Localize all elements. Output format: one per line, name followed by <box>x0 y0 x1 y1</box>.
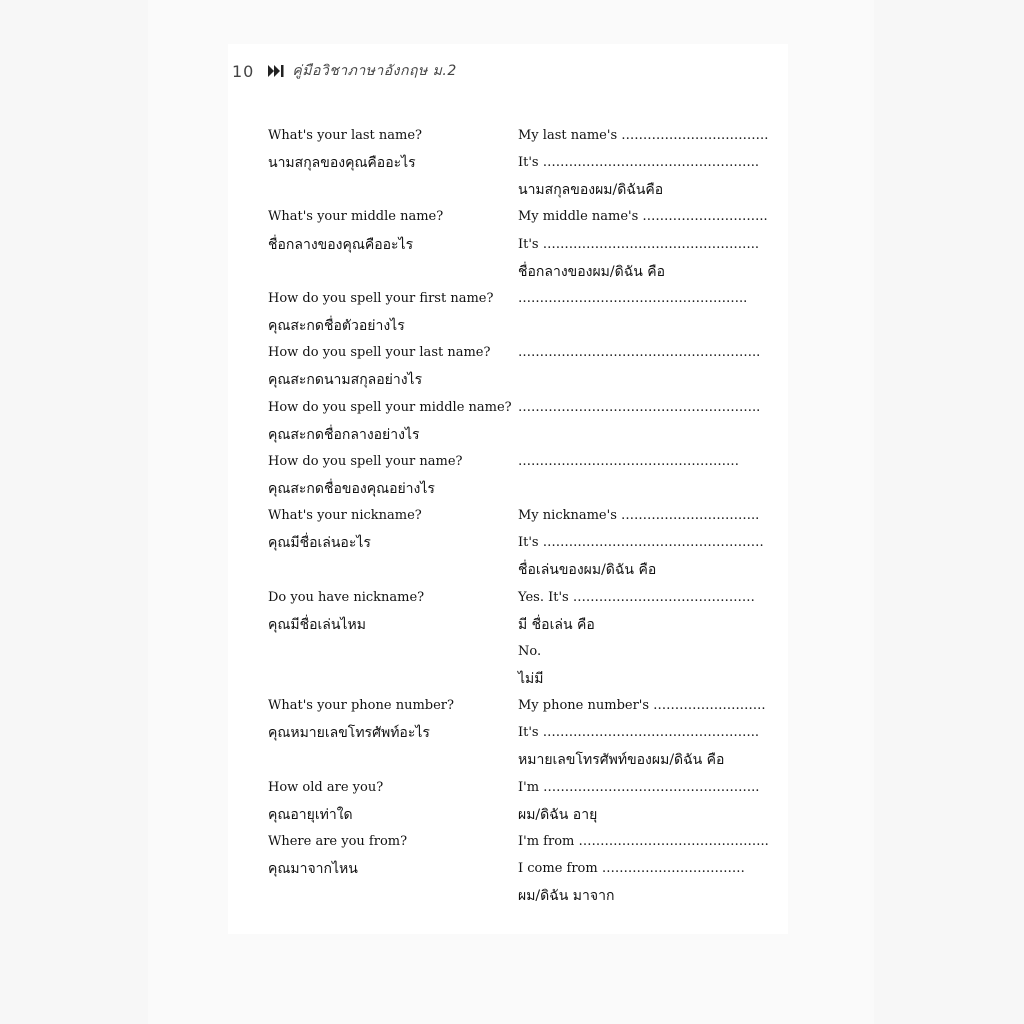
answer-line: It's ………………………………………….. <box>518 725 760 740</box>
question-thai: คุณหมายเลขโทรศัพท์อะไร <box>268 725 430 741</box>
answer-line: ไม่มี <box>518 671 544 687</box>
question-english: What's your middle name? <box>268 209 444 224</box>
question-english: What's your nickname? <box>268 508 422 523</box>
answer-line: My nickname's ………………………….. <box>518 508 760 523</box>
answer-line: I'm from …………………………………….. <box>518 834 769 849</box>
answer-line: …………………………………………….. <box>518 291 748 306</box>
answer-line: I'm ………………………………………….. <box>518 780 760 795</box>
answer-line: มี ชื่อเล่น คือ <box>518 617 595 633</box>
question-english: How do you spell your last name? <box>268 345 491 360</box>
question-english: How do you spell your middle name? <box>268 400 512 415</box>
answer-line: I come from …………………………… <box>518 861 745 876</box>
answer-line: My phone number's …………………….. <box>518 698 766 713</box>
question-thai: คุณมาจากไหน <box>268 861 358 877</box>
answer-line: ผม/ดิฉัน อายุ <box>518 807 598 823</box>
question-thai: ชื่อกลางของคุณคืออะไร <box>268 237 414 253</box>
answer-line: My last name's ……………………………. <box>518 128 769 143</box>
answer-line: It's …………………………………………… <box>518 535 764 550</box>
answer-line: ชื่อกลางของผม/ดิฉัน คือ <box>518 264 666 280</box>
question-thai: คุณอายุเท่าใด <box>268 807 353 823</box>
question-thai: คุณสะกดชื่อกลางอย่างไร <box>268 427 420 443</box>
answer-line: ชื่อเล่นของผม/ดิฉัน คือ <box>518 562 657 578</box>
running-title: คู่มือวิชาภาษาอังกฤษ ม.2 <box>292 63 457 79</box>
answer-line: It's ………………………………………….. <box>518 237 760 252</box>
question-english: Do you have nickname? <box>268 590 425 605</box>
question-thai: คุณสะกดชื่อตัวอย่างไร <box>268 318 405 334</box>
question-english: What's your phone number? <box>268 698 454 713</box>
answer-line: นามสกุลของผม/ดิฉันคือ <box>518 182 664 198</box>
question-thai: คุณมีชื่อเล่นอะไร <box>268 535 371 551</box>
page-number: 10 <box>232 61 255 81</box>
answer-line: ……………………………………………….. <box>518 345 761 360</box>
question-english: How old are you? <box>268 780 384 795</box>
question-english: What's your last name? <box>268 128 423 143</box>
question-english: How do you spell your name? <box>268 454 463 469</box>
answer-line: My middle name's ……………………….. <box>518 209 768 224</box>
question-english: Where are you from? <box>268 834 408 849</box>
answer-line: …………………………………………… <box>518 454 739 469</box>
question-english: How do you spell your first name? <box>268 291 494 306</box>
answer-line: ……………………………………………….. <box>518 400 761 415</box>
question-thai: คุณสะกดชื่อของคุณอย่างไร <box>268 481 435 497</box>
answer-line: หมายเลขโทรศัพท์ของผม/ดิฉัน คือ <box>518 752 725 768</box>
answer-line: No. <box>518 644 542 659</box>
answer-line: Yes. It's …………………………………… <box>518 590 755 605</box>
answer-line: ผม/ดิฉัน มาจาก <box>518 888 615 904</box>
question-thai: นามสกุลของคุณคืออะไร <box>268 155 416 171</box>
question-thai: คุณมีชื่อเล่นไหม <box>268 617 366 633</box>
question-thai: คุณสะกดนามสกุลอย่างไร <box>268 372 423 388</box>
answer-line: It's ………………………………………….. <box>518 155 760 170</box>
